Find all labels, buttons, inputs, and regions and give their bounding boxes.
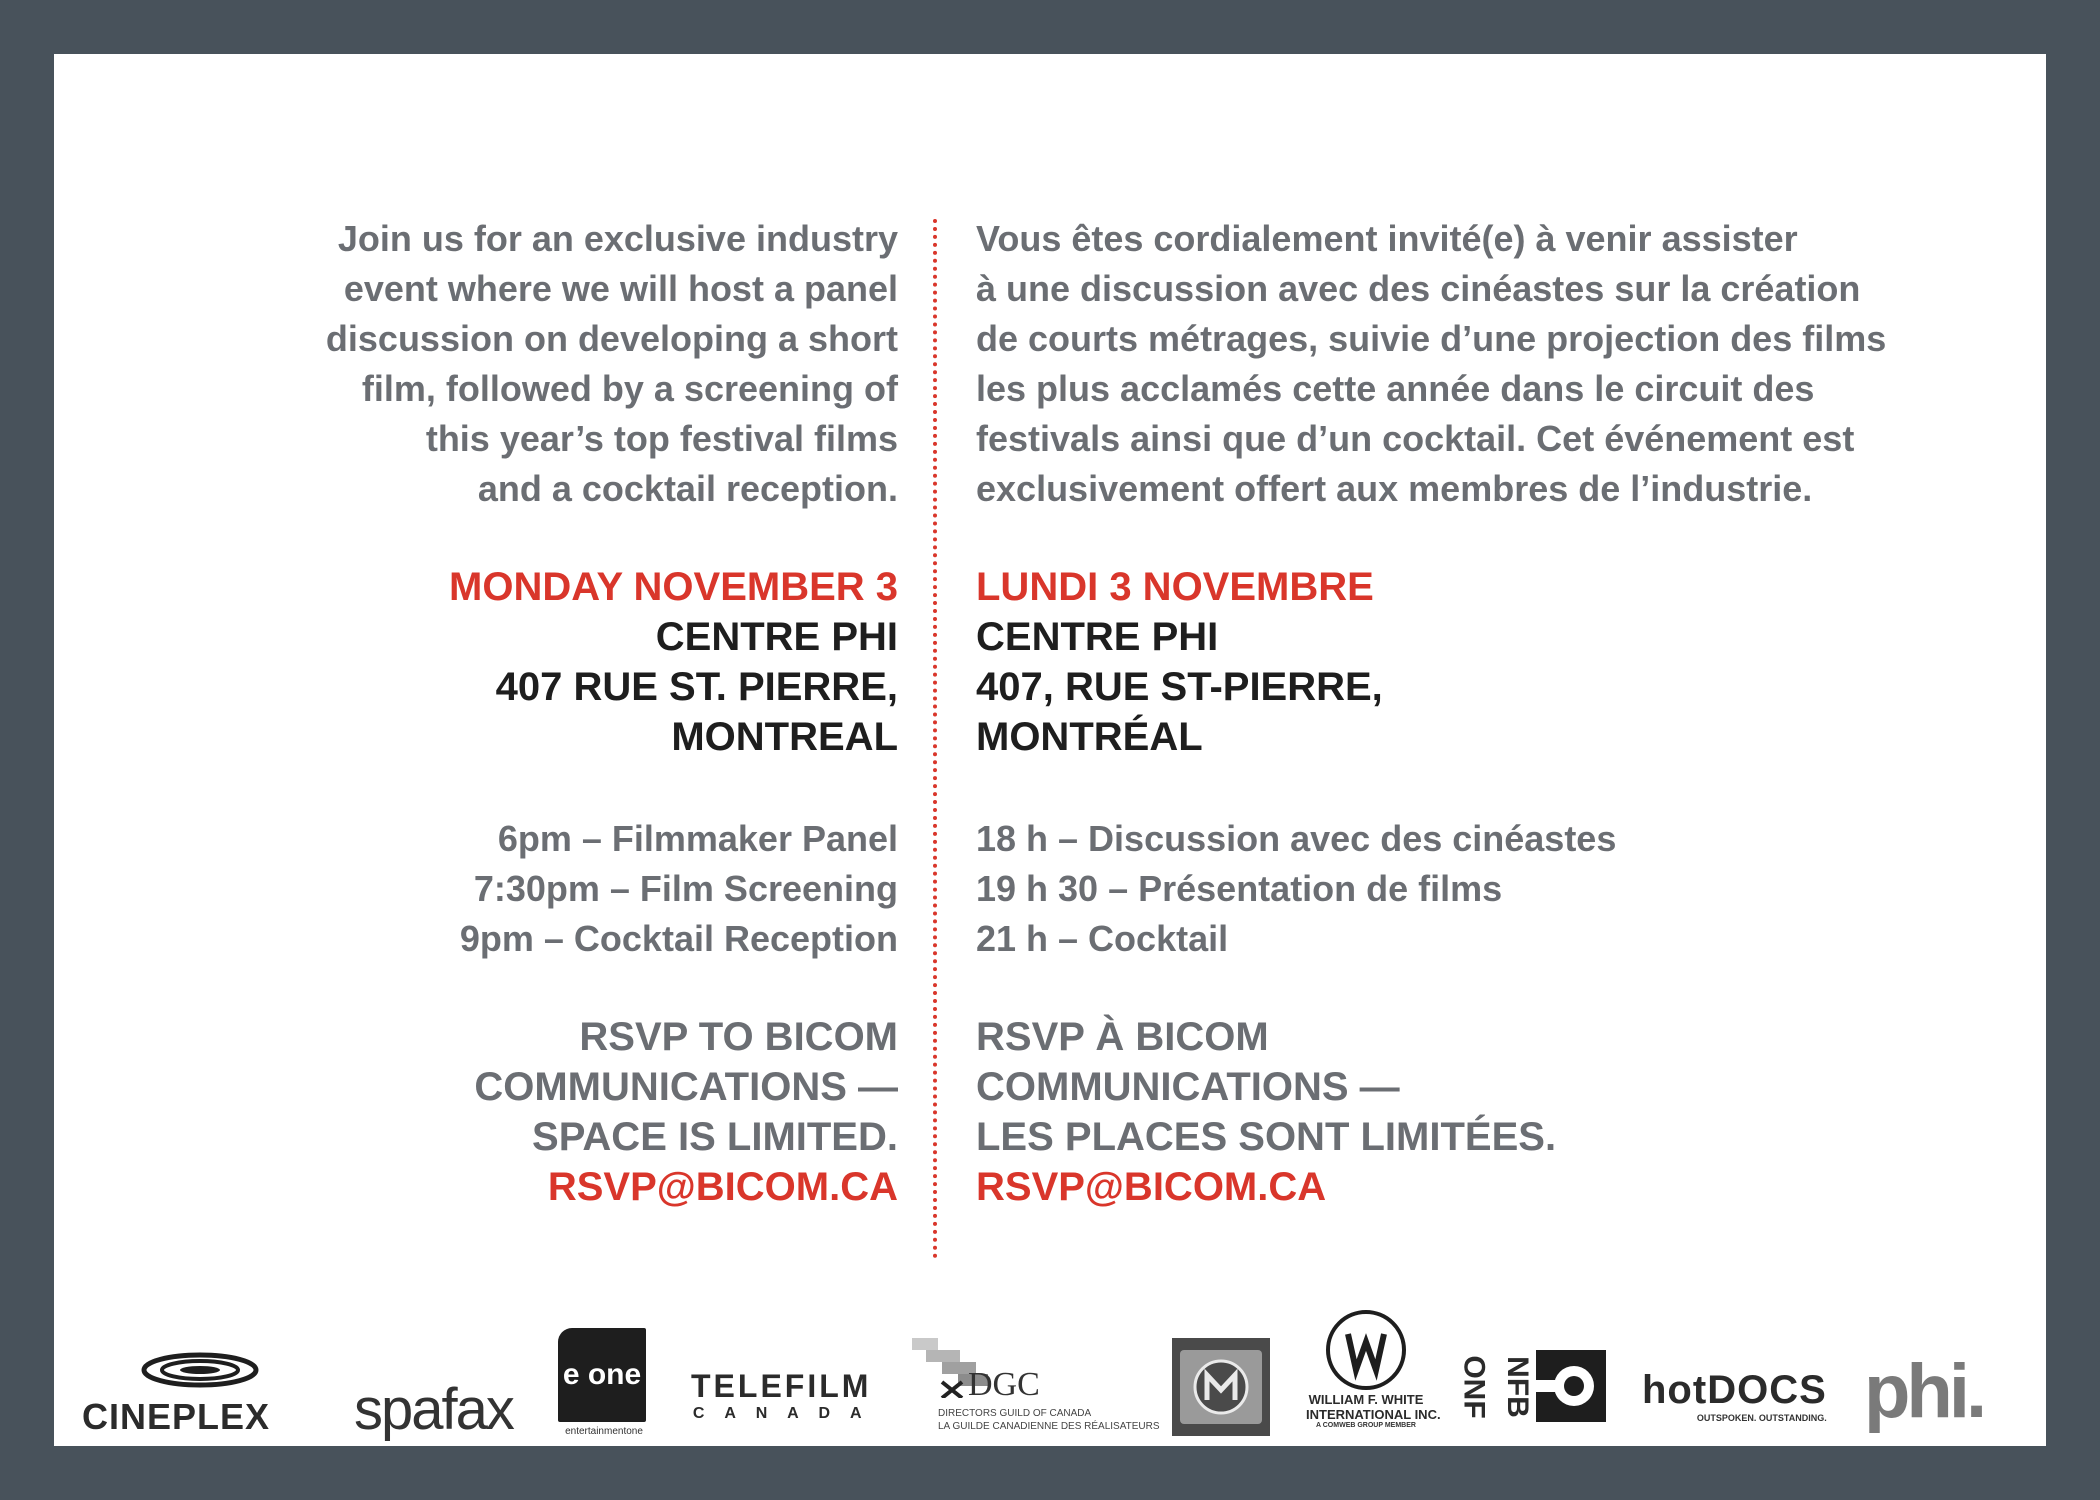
- rsvp-line: COMMUNICATIONS —: [474, 1065, 898, 1109]
- english-column: [278, 214, 898, 1212]
- english-schedule: [278, 814, 898, 964]
- schedule-item: 19 h 30 – Présentation de films: [976, 868, 1503, 909]
- m-film-logo: [1172, 1338, 1270, 1441]
- intro-line: festivals ainsi que d’un cocktail. Cet événement est: [976, 418, 1855, 459]
- english-rsvp: [278, 1012, 898, 1162]
- rsvp-line: RSVP À BICOM: [976, 1015, 1269, 1059]
- french-venue: [976, 612, 1976, 762]
- intro-line: les plus acclamés cette année dans le circuit des: [976, 368, 1815, 409]
- dgc-logo: [912, 1338, 1160, 1438]
- eone-mark-text: e one: [562, 1358, 642, 1391]
- eone-mark: [558, 1328, 646, 1422]
- phi-logo: [1864, 1348, 1983, 1435]
- nfb-eye-icon: [1536, 1350, 1606, 1422]
- venue-line: 407, RUE ST-PIERRE,: [976, 665, 1383, 709]
- wfw-member-note: A COMWEB GROUP MEMBER: [1316, 1422, 1416, 1429]
- hot-docs-wordmark: hotDOCS: [1642, 1368, 1827, 1412]
- intro-line: film, followed by a screening of: [361, 368, 898, 409]
- wfw-circle-icon: [1324, 1308, 1408, 1392]
- wfw-name-line1: WILLIAM F. WHITE: [1308, 1392, 1424, 1407]
- french-rsvp: [976, 1012, 1976, 1162]
- cineplex-wordmark: CINEPLEX: [82, 1396, 271, 1437]
- intro-line: Vous êtes cordialement invité(e) à venir assister: [976, 218, 1798, 259]
- hot-docs-logo: [1642, 1368, 1827, 1423]
- telefilm-wordmark: TELEFILM: [691, 1368, 872, 1404]
- nfb-wordmark: NFB: [1500, 1356, 1534, 1418]
- dgc-french-name: LA GUILDE CANADIENNE DES RÉALISATEURS: [938, 1421, 1160, 1432]
- schedule-item: 7:30pm – Film Screening: [473, 868, 898, 909]
- french-rsvp-email-link[interactable]: RSVP@BICOM.CA: [976, 1165, 1327, 1209]
- onf-nfb-logo: [1446, 1348, 1606, 1428]
- french-schedule: [976, 814, 1976, 964]
- invitation-card: [54, 54, 2046, 1446]
- spafax-logo: [354, 1376, 513, 1443]
- wfw-name-line2: INTERNATIONAL INC.: [1306, 1407, 1441, 1422]
- venue-line: MONTREAL: [671, 715, 898, 759]
- english-venue: [278, 612, 898, 762]
- column-divider: [933, 219, 937, 1259]
- m-film-frame-icon: [1172, 1338, 1270, 1436]
- telefilm-subtitle: C A N A D A: [692, 1405, 870, 1422]
- venue-line: CENTRE PHI: [976, 615, 1219, 659]
- intro-line: exclusivement offert aux membres de l’industrie.: [976, 468, 1813, 509]
- cineplex-logo: [82, 1396, 322, 1456]
- intro-line: de courts métrages, suivie d’une projection des films: [976, 318, 1887, 359]
- intro-line: discussion on developing a short: [325, 318, 898, 359]
- hot-docs-tagline: OUTSPOKEN. OUTSTANDING.: [1696, 1413, 1827, 1423]
- intro-line: à une discussion avec des cinéastes sur la création: [976, 268, 1861, 309]
- eone-logo: [558, 1328, 650, 1442]
- spafax-wordmark: spafax: [354, 1377, 513, 1442]
- intro-line: and a cocktail reception.: [477, 468, 898, 509]
- schedule-item: 21 h – Cocktail: [976, 918, 1229, 959]
- intro-line: event where we will host a panel: [343, 268, 898, 309]
- schedule-item: 18 h – Discussion avec des cinéastes: [976, 818, 1617, 859]
- sponsor-logo-strip: [54, 1304, 2046, 1444]
- rsvp-line: RSVP TO BICOM: [579, 1015, 898, 1059]
- william-f-white-logo: [1306, 1308, 1441, 1429]
- intro-line: this year’s top festival films: [425, 418, 898, 459]
- intro-line: Join us for an exclusive industry: [337, 218, 898, 259]
- french-intro: [976, 214, 1976, 514]
- venue-line: 407 RUE ST. PIERRE,: [495, 665, 898, 709]
- venue-line: CENTRE PHI: [655, 615, 898, 659]
- cineplex-rings-icon: [140, 1352, 260, 1388]
- dgc-wordmark: DGC: [968, 1366, 1040, 1403]
- rsvp-line: LES PLACES SONT LIMITÉES.: [976, 1115, 1557, 1159]
- schedule-item: 6pm – Filmmaker Panel: [497, 818, 898, 859]
- rsvp-line: SPACE IS LIMITED.: [532, 1115, 898, 1159]
- english-date: MONDAY NOVEMBER 3: [449, 565, 898, 609]
- venue-line: MONTRÉAL: [976, 715, 1203, 759]
- french-column: [976, 214, 1976, 1212]
- french-date: LUNDI 3 NOVEMBRE: [976, 565, 1374, 609]
- onf-wordmark: ONF: [1457, 1355, 1491, 1419]
- eone-subtitle: entertainmentone: [565, 1426, 643, 1437]
- rsvp-line: COMMUNICATIONS —: [976, 1065, 1400, 1109]
- telefilm-logo: [691, 1368, 871, 1423]
- english-intro: [278, 214, 898, 514]
- phi-wordmark: phi.: [1864, 1349, 1984, 1434]
- dgc-english-name: DIRECTORS GUILD OF CANADA: [938, 1408, 1092, 1419]
- english-rsvp-email-link[interactable]: RSVP@BICOM.CA: [547, 1165, 898, 1209]
- schedule-item: 9pm – Cocktail Reception: [459, 918, 898, 959]
